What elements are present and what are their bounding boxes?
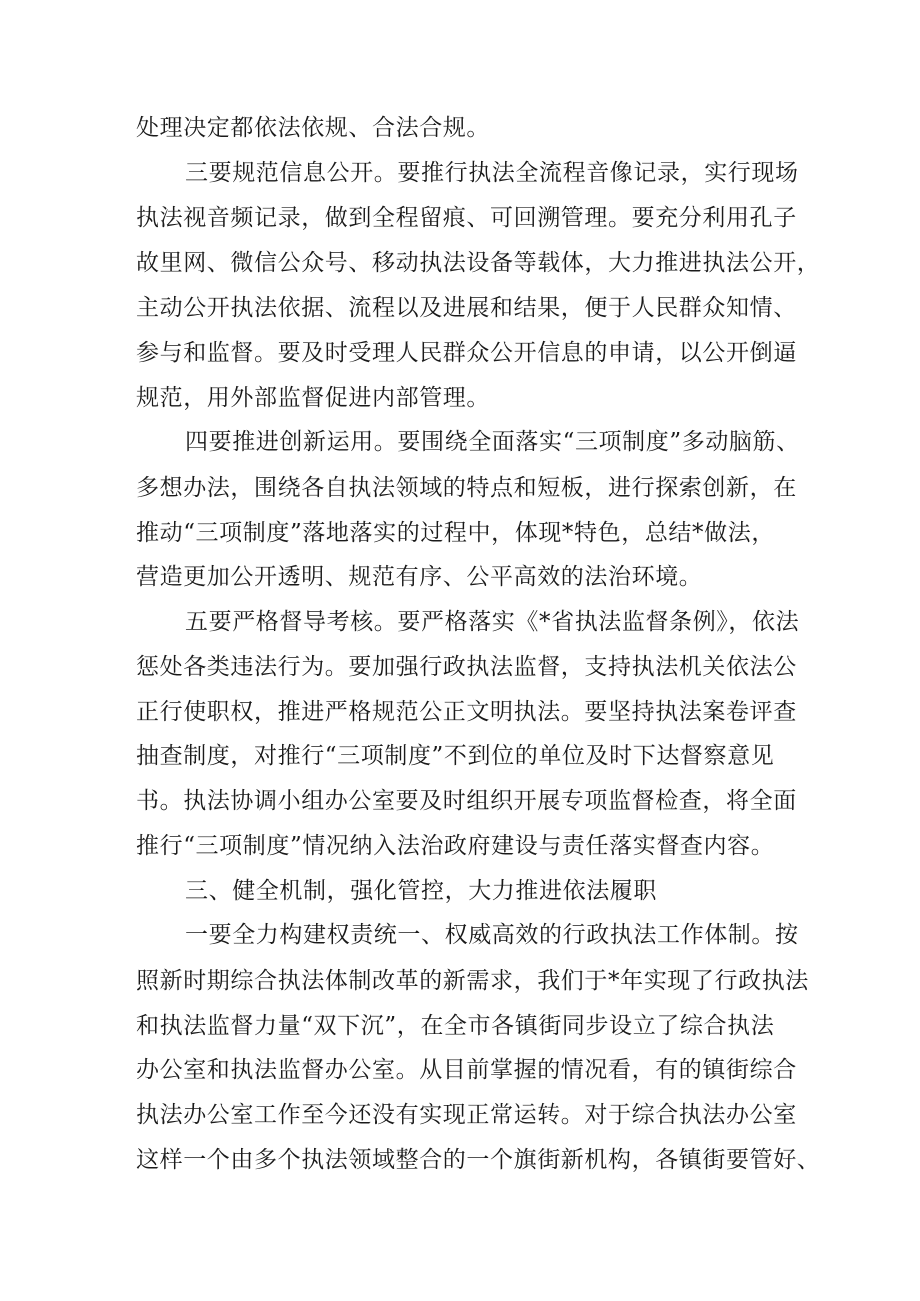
text-line: 这样一个由多个执法领域整合的一个旗街新机构，各镇街要管好、 xyxy=(136,1147,821,1173)
text-line: 照新时期综合执法体制改革的新需求，我们于*年实现了行政执法 xyxy=(136,968,809,994)
text-line: 规范，用外部监督促进内部管理。 xyxy=(136,385,490,411)
section-heading: 三、健全机制，强化管控，大力推进依法履职 xyxy=(185,878,657,904)
text-line: 四要推进创新运用。要围绕全面落实“三项制度”多动脑筋、 xyxy=(185,429,800,455)
text-line: 三要规范信息公开。要推行执法全流程音像记录，实行现场 xyxy=(185,160,799,186)
text-line: 办公室和执法监督办公室。从目前掌握的情况看，有的镇街综合 xyxy=(136,1057,797,1083)
text-line: 抽查制度，对推行“三项制度”不到位的单位及时下达督察意见 xyxy=(136,743,775,769)
text-line: 推动“三项制度”落地落实的过程中，体现*特色，总结*做法， xyxy=(136,520,775,546)
text-line: 营造更加公开透明、规范有序、公平高效的法治环境。 xyxy=(136,564,703,590)
text-line: 多想办法，围绕各自执法领域的特点和短板，进行探索创新，在 xyxy=(136,475,797,501)
text-line: 故里网、微信公众号、移动执法设备等载体，大力推进执法公开， xyxy=(136,250,821,276)
text-line: 五要严格督导考核。要严格落实《*省执法监督条例》，依法 xyxy=(185,609,800,635)
text-line: 和执法监督力量“双下沉”，在全市各镇街同步设立了综合执法 xyxy=(136,1013,775,1039)
text-line: 主动公开执法依据、流程以及进展和结果，便于人民群众知情、 xyxy=(136,295,797,321)
text-line: 惩处各类违法行为。要加强行政执法监督，支持执法机关依法公 xyxy=(136,654,797,680)
text-line: 一要全力构建权责统一、权威高效的行政执法工作体制。按 xyxy=(185,922,799,948)
text-line: 推行“三项制度”情况纳入法治政府建设与责任落实督查内容。 xyxy=(136,833,775,859)
text-line: 正行使职权，推进严格规范公正文明执法。要坚持执法案卷评查 xyxy=(136,699,797,725)
text-line: 执法视音频记录，做到全程留痕、可回溯管理。要充分利用孔子 xyxy=(136,205,797,231)
text-line: 执法办公室工作至今还没有实现正常运转。对于综合执法办公室 xyxy=(136,1102,797,1128)
text-line: 参与和监督。要及时受理人民群众公开信息的申请，以公开倒逼 xyxy=(136,340,797,366)
text-line: 书。执法协调小组办公室要及时组织开展专项监督检查，将全面 xyxy=(136,788,797,814)
text-line: 处理决定都依法依规、合法合规。 xyxy=(136,115,490,141)
